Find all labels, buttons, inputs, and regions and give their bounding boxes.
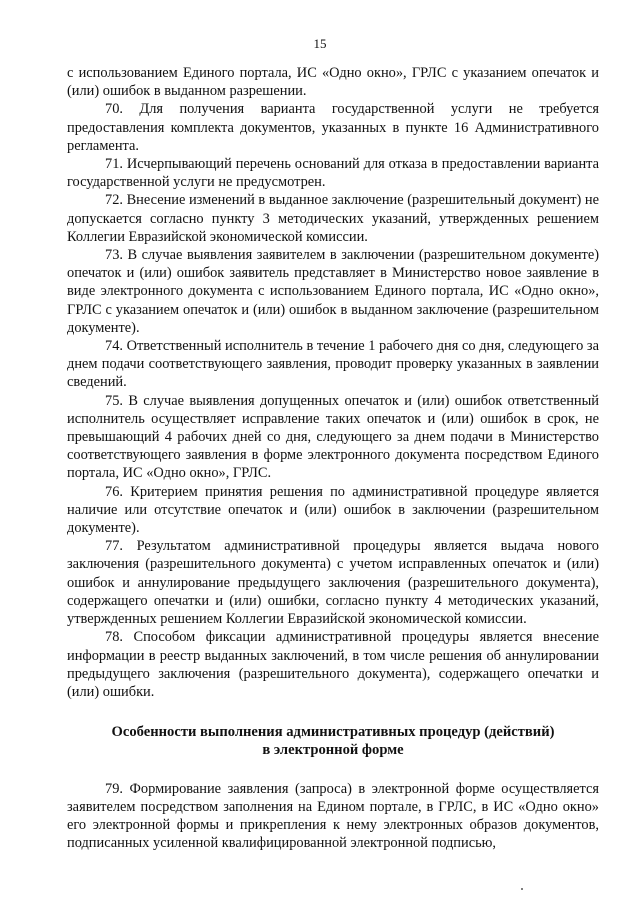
section-heading-line-2: в электронной форме <box>262 742 404 759</box>
page-number: 15 <box>313 36 327 51</box>
section-heading-line-1: Особенности выполнения административных процедур (действий) <box>111 724 555 741</box>
paragraph-79: 79. Формирование заявления (запроса) в электронной форме осуществляется заявителем посредством заполнения на Едином портале, в ГРЛС, в ИС «Одно окно» его электронной формы и прикрепления к нему электронных образов документов, подписанных усиленной квалифицированной электронной подписью, <box>67 780 599 852</box>
paragraph-70: 70. Для получения варианта государственной услуги не требуется предоставления комплекта документов, указанных в пункте 16 Административного регламента. <box>67 101 599 154</box>
paragraph-71: 71. Исчерпывающий перечень оснований для отказа в предоставлении варианта государственной услуги не предусмотрен. <box>67 156 599 191</box>
paragraph-78: 78. Способом фиксации административной процедуры является внесение информации в реестр выданных заключений, в том числе решения об аннулировании предыдущего заключения (разрешительного документа), содержащего опечатки и (или) ошибки. <box>67 629 599 700</box>
paragraph-75: 75. В случае выявления допущенных опечаток и (или) ошибок ответственный исполнитель осуществляет исправление таких опечаток и (или) ошибок в срок, не превышающий 4 рабочих дней со дня, следующего за днем подачи в Министерство соответствующего заявления в форме электронного документа посредством Единого портала, ИС «Одно окно», ГРЛС. <box>67 392 599 482</box>
paragraph-74: 74. Ответственный исполнитель в течение 1 рабочего дня со дня, следующего за днем подачи соответствующего заявления, проводит проверку указанных в заявлении сведений. <box>67 338 599 391</box>
paragraph-73: 73. В случае выявления заявителем в заключении (разрешительном документе) опечаток и (или) ошибок заявитель представляет в Министерство новое заявление в виде электронного документа с использованием Единого портала, ИС «Одно окно», ГРЛС с указанием опечаток и (или) ошибок в выданном заключение (разрешительном документе). <box>67 247 599 336</box>
scan-speck <box>521 888 523 890</box>
paragraph-76: 76. Критерием принятия решения по административной процедуре является наличие или отсутствие опечаток и (или) ошибок в заключении (разрешительном документе). <box>67 483 599 537</box>
paragraph-continuation: с использованием Единого портала, ИС «Одно окно», ГРЛС с указанием опечаток и (или) ошибок в выданном разрешении. <box>67 65 599 100</box>
paragraph-72: 72. Внесение изменений в выданное заключение (разрешительный документ) не допускается согласно пункту 3 методических указаний, утвержденных решением Коллегии Евразийской экономической комиссии. <box>67 192 600 245</box>
paragraph-77: 77. Результатом административной процедуры является выдача нового заключения (разрешительного документа) с учетом исправленных опечаток и (или) ошибок и аннулирование предыдущего заключения (разрешительного документа), содержащего опечатки и (или) ошибки, согласно пункту 4 методических указаний, утвержденных решением Коллегии Евразийской экономической комиссии. <box>67 538 599 628</box>
page-content <box>67 64 599 852</box>
section-heading <box>67 723 599 759</box>
